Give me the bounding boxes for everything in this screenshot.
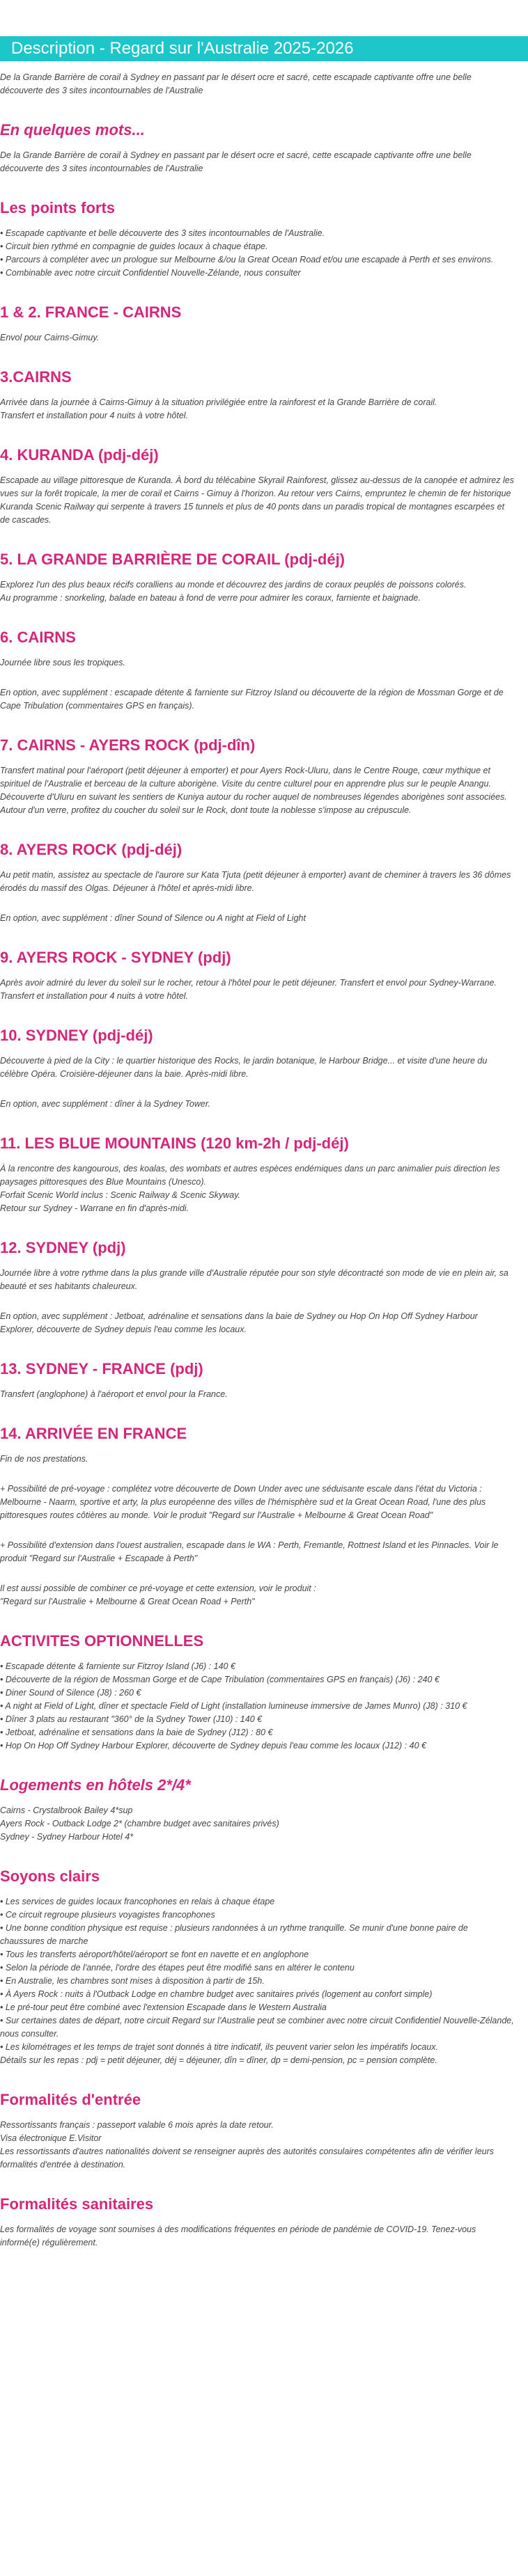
day-text-11b: Forfait Scenic World inclus : Scenic Railway & Scenic Skyway. — [0, 1190, 241, 1200]
day-title-10: 10. SYDNEY (pdj-déj) — [0, 1027, 153, 1044]
day-title-7: 7. CAIRNS - AYERS ROCK (pdj-dîn) — [0, 736, 256, 754]
list-item: • À Ayers Rock : nuits à l'Outback Lodge en chambre budget avec sanitaires privés (logement au confort simple) — [0, 1988, 514, 2001]
formalites-line: Visa électronique E.Visitor — [0, 2133, 102, 2143]
day-text-12a: Journée libre à votre rythme dans la plus grande ville d'Australie réputée pour son style décontracté son mode de vie en plein air, sa beauté et ses habitants chaleureux. — [0, 1268, 508, 1291]
day-title-3: 3.CAIRNS — [0, 368, 72, 386]
list-item: • Ce circuit regroupe plusieurs voyagistes francophones — [0, 1909, 514, 1922]
list-item: • Jetboat, adrénaline et sensations dans la baie de Sydney (J12) : 80 € — [0, 1726, 514, 1739]
formalites-line: Ressortissants français : passeport valable 6 mois après la date retour. — [0, 2120, 274, 2130]
day-text-9b: Transfert et installation pour 4 nuits à votre hôtel. — [0, 991, 189, 1001]
day-text-9a: Après avoir admiré du lever du soleil sur le rocher, retour à l'hôtel pour le petit déjeuner. Transfert et envol pour Sydney-Warrane. — [0, 978, 497, 988]
points-forts-list — [0, 227, 514, 280]
list-item: • Découverte de la région de Mossman Gorge et de Cape Tribulation (commentaires GPS en français) (J6) : 240 € — [0, 1673, 514, 1686]
day-text-5b: Au programme : snorkeling, balade en bateau à fond de verre pour admirer les coraux, farniente et baignade. — [0, 593, 421, 603]
day-title-1: 1 & 2. FRANCE - CAIRNS — [0, 303, 182, 321]
day-title-4: 4. KURANDA (pdj-déj) — [0, 446, 159, 464]
logement-line: Ayers Rock - Outback Lodge 2* (chambre budget avec sanitaires privés) — [0, 1819, 279, 1828]
day-text-10b: En option, avec supplément : dîner à la Sydney Tower. — [0, 1099, 211, 1109]
list-item: • Les services de guides locaux francophones en relais à chaque étape — [0, 1895, 514, 1909]
day-title-14: 14. ARRIVÉE EN FRANCE — [0, 1425, 187, 1442]
list-item: • Les kilométrages et les temps de trajet sont donnés à titre indicatif, ils peuvent varier selon les impératifs locaux. — [0, 2041, 514, 2054]
day-text-14a: Fin de nos prestations. — [0, 1454, 88, 1464]
page-title: Description - Regard sur l'Australie 2025-2026 — [0, 36, 528, 61]
day-text-8b: En option, avec supplément : dîner Sound of Silence ou A night at Field of Light — [0, 913, 306, 923]
list-item: • Diner Sound of Silence (J8) : 260 € — [0, 1686, 514, 1700]
day-title-12: 12. SYDNEY (pdj) — [0, 1239, 126, 1256]
activites-list — [0, 1660, 514, 1753]
section-title-soyons-clairs: Soyons clairs — [0, 1867, 100, 1885]
list-item: • Escapade captivante et belle découverte des 3 sites incontournables de l'Australie. — [0, 227, 514, 240]
list-item: • Parcours à compléter avec un prologue sur Melbourne &/ou la Great Ocean Road et/ou une escapade à Perth et ses environs. — [0, 253, 514, 267]
day-text-8a: Au petit matin, assistez au spectacle de l'aurore sur Kata Tjuta (petit déjeuner à emporter) avant de cheminer à travers les 36 dômes érodés du massif des Olgas. Déjeuner à l'hôtel et après-midi libre. — [0, 870, 511, 893]
day-text-5a: Explorez l'un des plus beaux récifs coralliens au monde et découvrez des jardins de coraux peuplés de poissons colorés. — [0, 580, 467, 590]
list-item: • Tous les transferts aéroport/hôtel/aéroport se font en navette et en anglophone — [0, 1948, 514, 1961]
section-title-activites: ACTIVITES OPTIONNELLES — [0, 1632, 204, 1650]
day-text-10a: Découverte à pied de la City : le quartier historique des Rocks, le jardin botanique, le Harbour Bridge... et visite d'une heure du célèbre Opéra. Croisière-déjeuner dans la baie. Après-midi libre. — [0, 1056, 488, 1079]
day-title-11: 11. LES BLUE MOUNTAINS (120 km-2h / pdj-déj) — [0, 1135, 349, 1152]
list-item: • Selon la période de l'année, l'ordre des étapes peut être modifié sans en altérer le contenu — [0, 1961, 514, 1975]
day-text-3b: Transfert et installation pour 4 nuits à votre hôtel. — [0, 411, 189, 420]
section-title-logements: Logements en hôtels 2*/4* — [0, 1776, 191, 1794]
section-title-formalites-sanitaires: Formalités sanitaires — [0, 2195, 154, 2213]
soyons-clairs-list — [0, 1895, 514, 2054]
formalites-sanitaires-text: Les formalités de voyage sont soumises à des modifications fréquentes en période de pandémie de COVID-19. Tenez-vous informé(e) régulièrement. — [0, 2225, 476, 2247]
day-text-6a: Journée libre sous les tropiques. — [0, 658, 125, 667]
section-title-points-forts: Les points forts — [0, 199, 116, 216]
day-text-14d: Il est aussi possible de combiner ce pré-voyage et cette extension, voir le produit : — [0, 1583, 316, 1593]
intro-text: De la Grande Barrière de corail à Sydney en passant par le désert ocre et sacré, cette escapade captivante offre une belle découverte des 3 sites incontournables de l'Australie — [0, 72, 472, 95]
day-text-4: Escapade au village pittoresque de Kuranda. À bord du télécabine Skyrail Rainforest, glissez au-dessus de la canopée et admirez les vues sur la forêt tropicale, la mer de corail et Cairns - Gimuy à l'horizon. Au retour vers Cairns, empruntez le chemin de fer historique Kuranda Scenic Railway qui serpente à travers 15 tunnels et plus de 40 ponts dans un paradis tropical de montagnes escarpées et de cascades. — [0, 475, 514, 525]
list-item: • A night at Field of Light, dîner et spectacle Field of Light (installation lumineuse immersive de James Munro) (J8) : 310 € — [0, 1700, 514, 1713]
day-title-13: 13. SYDNEY - FRANCE (pdj) — [0, 1360, 203, 1377]
list-item: • Circuit bien rythmé en compagnie de guides locaux à chaque étape. — [0, 240, 514, 253]
list-item: • Le pré-tour peut être combiné avec l'extension Escapade dans le Western Australia — [0, 2001, 514, 2014]
logement-line: Sydney - Sydney Harbour Hotel 4* — [0, 1832, 134, 1842]
day-text-11a: À la rencontre des kangourous, des koalas, des wombats et autres espèces endémiques dans un parc animalier puis direction les paysages pittoresques des Blue Mountains (Unesco). — [0, 1164, 500, 1187]
repas-note: Détails sur les repas : pdj = petit déjeuner, déj = déjeuner, dîn = dîner, dp = demi-pension, pc = pension complète. — [0, 2055, 437, 2065]
day-title-5: 5. LA GRANDE BARRIÈRE DE CORAIL (pdj-déj) — [0, 551, 345, 568]
day-text-13: Transfert (anglophone) à l'aéroport et envol pour la France. — [0, 1389, 228, 1399]
day-text-6b: En option, avec supplément : escapade détente & farniente sur Fitzroy Island ou découverte de la région de Mossman Gorge et de Cape Tribulation (commentaires GPS en français). — [0, 688, 504, 711]
day-text-3a: Arrivée dans la journée à Cairns-Gimuy à la situation privilégiée entre la rainforest et la Grande Barrière de corail. — [0, 397, 437, 407]
list-item: • Une bonne condition physique est requise : plusieurs randonnées à un rythme tranquille. Se munir d'une bonne paire de chaussures de marche — [0, 1922, 514, 1948]
list-item: • En Australie, les chambres sont mises à disposition à partir de 15h. — [0, 1975, 514, 1988]
list-item: • Combinable avec notre circuit Confidentiel Nouvelle-Zélande, nous consulter — [0, 267, 514, 280]
content — [0, 36, 514, 2277]
list-item: • Dîner 3 plats au restaurant "360° de la Sydney Tower (J10) : 140 € — [0, 1713, 514, 1726]
day-title-9: 9. AYERS ROCK - SYDNEY (pdj) — [0, 949, 231, 966]
day-text-11c: Retour sur Sydney - Warrane en fin d'après-midi. — [0, 1203, 189, 1213]
day-text-14b: + Possibilité de pré-voyage : complétez votre découverte de Down Under avec une séduisante escale dans l'état du Victoria : Melbourne - Naarm, sportive et arty, la plus européenne des villes de l'hémisphère sud et la Great Ocean Road, l'une des plus pittoresques routes côtières au monde. Voir le produit "Regard sur l'Australie + Melbourne & Great Ocean Road" — [0, 1484, 486, 1520]
day-text-12b: En option, avec supplément : Jetboat, adrénaline et sensations dans la baie de Sydney ou Hop On Hop Off Sydney Harbour Explorer, découverte de Sydney depuis l'eau comme les locaux. — [0, 1311, 478, 1334]
day-text-14e: "Regard sur l'Australie + Melbourne & Great Ocean Road + Perth" — [0, 1597, 255, 1606]
day-text-1: Envol pour Cairns-Gimuy. — [0, 333, 100, 342]
logement-line: Cairns - Crystalbrook Bailey 4*sup — [0, 1805, 133, 1815]
day-title-6: 6. CAIRNS — [0, 629, 76, 646]
section-title-quelques-mots: En quelques mots... — [0, 121, 145, 139]
quelques-mots-text: De la Grande Barrière de corail à Sydney en passant par le désert ocre et sacré, cette escapade captivante offre une belle découverte des 3 sites incontournables de l'Australie — [0, 150, 472, 173]
list-item: • Escapade détente & farniente sur Fitzroy Island (J6) : 140 € — [0, 1660, 514, 1673]
day-title-8: 8. AYERS ROCK (pdj-déj) — [0, 841, 183, 858]
section-title-formalites-entree: Formalités d'entrée — [0, 2091, 141, 2108]
day-text-7: Transfert matinal pour l'aéroport (petit déjeuner à emporter) et pour Ayers Rock-Uluru, dans le Centre Rouge, cœur mythique et spirituel de l'Australie et berceau de la culture aborigène. Visite du centre culturel pour en apprendre plus sur le peuple Anangu. Découverte d'Uluru en suivant les sentiers de Kuniya autour du rocher auquel de nombreuses légendes aborigènes sont associées. Autour d'un verre, profitez du coucher du soleil sur le Rock, dont toute la noblesse s'impose au crépuscule. — [0, 766, 507, 815]
list-item: • Sur certaines dates de départ, notre circuit Regard sur l'Australie peut se combiner avec notre circuit Confidentiel Nouvelle-Zélande, nous consulter. — [0, 2014, 514, 2041]
list-item: • Hop On Hop Off Sydney Harbour Explorer, découverte de Sydney depuis l'eau comme les locaux (J12) : 40 € — [0, 1739, 514, 1753]
day-text-14c: + Possibilité d'extension dans l'ouest australien, escapade dans le WA : Perth, Fremantle, Rottnest Island et les Pinnacles. Voir le produit "Regard sur l'Australie + Escapade à Perth" — [0, 1540, 499, 1563]
formalites-line: Les ressortissants d'autres nationalités doivent se renseigner auprès des autorités consulaires compétentes afin de vérifier leurs formalités d'entrée à destination. — [0, 2147, 495, 2170]
